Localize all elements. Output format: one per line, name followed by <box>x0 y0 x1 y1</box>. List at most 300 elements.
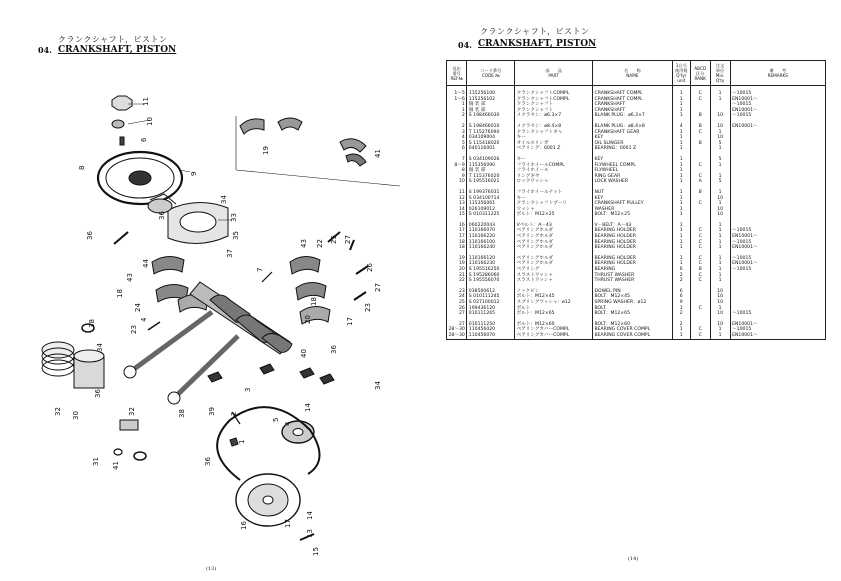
cell-rank: C <box>690 228 710 234</box>
cell-part: ベアリング：6001 Z <box>515 146 593 152</box>
callout: 18 <box>116 289 124 298</box>
cell-code: S 198466010 <box>467 124 515 130</box>
cell-name: BEARING COVER COMPL <box>592 333 672 339</box>
cell-ref: 23 <box>447 289 467 295</box>
callout: 1 <box>238 439 246 444</box>
right-title-jp: クランクシャフト，ピストン <box>480 27 590 36</box>
cell-name: CRANKSHAFT GEAR <box>592 130 672 136</box>
cell-code: 110166070 <box>467 228 515 234</box>
cell-part: クランクシャフトプーリ <box>515 201 593 207</box>
cell-name: BLANK PLUG：ø8.4×8 <box>592 124 672 130</box>
cell-rank: B <box>690 113 710 119</box>
cell-qty: 4 <box>672 124 690 130</box>
cell-code: 個 装 部 <box>467 102 515 108</box>
cell-rank: C <box>690 333 710 339</box>
cell-part: ボルト：M12×65 <box>515 311 593 317</box>
cell-part: スプリングワッシャ：ø12 <box>515 300 593 306</box>
cell-part: ベアリングホルダ <box>515 240 593 246</box>
cell-rem: EN10001～ <box>730 108 825 114</box>
cell-rem: EN10001～ <box>730 322 825 328</box>
cell-qty: 1 <box>672 174 690 180</box>
cell-name: BEARING HOLDER <box>592 228 672 234</box>
callout: 41 <box>112 461 120 470</box>
callout: 34 <box>96 343 104 352</box>
callout: 14 <box>306 511 314 520</box>
cell-ref: 25 <box>447 300 467 306</box>
cell-ref: 1 <box>447 102 467 108</box>
cell-qty: 6 <box>672 267 690 273</box>
cell-name: NUT <box>592 190 672 196</box>
callout: 25 <box>330 235 338 244</box>
cell-qty: 1 <box>672 190 690 196</box>
cell-part: ロックワッシャ <box>515 179 593 185</box>
cell-name: FLYWHEEL COMPL <box>592 163 672 169</box>
cell-part: クランクシャフト <box>515 102 593 108</box>
cell-code: 199436120 <box>467 306 515 312</box>
cell-ref: 1～6 <box>447 97 467 103</box>
cell-qty: 1 <box>672 234 690 240</box>
callout: 34 <box>220 195 228 204</box>
cell-rank: C <box>690 261 710 267</box>
cell-part: ベアリングホルダ <box>515 245 593 251</box>
cell-part: クランクシャフトCOMPL <box>515 97 593 103</box>
exploded-parts-diagram <box>0 0 420 581</box>
cell-ref: 19 <box>447 256 467 262</box>
cell-code: 115356090 <box>467 163 515 169</box>
cell-name: CRANKSHAFT COMPL <box>592 97 672 103</box>
header-remarks-label: 備 考 REMARKS <box>767 68 788 78</box>
callout: 22 <box>316 239 324 248</box>
callout: 32 <box>54 407 62 416</box>
callout: 20 <box>304 315 312 324</box>
cell-name: FLYWHEEL <box>592 168 672 174</box>
cell-name: KEY <box>592 135 672 141</box>
cell-part: キー <box>515 196 593 202</box>
cell-name: CRANKSHAFT COMPL <box>592 91 672 97</box>
cell-min: 1 <box>710 261 730 267</box>
cell-name: BEARING：6001 Z <box>592 146 672 152</box>
cell-rank: C <box>690 278 710 284</box>
cell-ref: 8 <box>447 168 467 174</box>
cell-code: 110166100 <box>467 240 515 246</box>
header-part-label: 部 品 PART <box>545 68 562 78</box>
cell-name: WASHER <box>592 207 672 213</box>
cell-min: 1 <box>710 228 730 234</box>
callout: 30 <box>72 411 80 420</box>
cell-qty: 1 <box>672 91 690 97</box>
cell-name: KEY <box>592 157 672 163</box>
cell-name: BOLT：M12×65 <box>592 311 672 317</box>
cell-min: 1 <box>710 273 730 279</box>
header-rank <box>690 61 710 86</box>
cell-name: BEARING HOLDER <box>592 234 672 240</box>
cell-rank: B <box>690 124 710 130</box>
cell-name: CRANKSHAFT <box>592 108 672 114</box>
cell-ref: 11 <box>447 190 467 196</box>
cell-rank: C <box>690 163 710 169</box>
cell-code: S 034109026 <box>467 157 515 163</box>
callout: 38 <box>178 409 186 418</box>
cell-rem: EN10001～ <box>730 261 825 267</box>
cell-rem: ～10015 <box>730 113 825 119</box>
cell-min: 1 <box>710 333 730 339</box>
cell-part: ノックピン <box>515 289 593 295</box>
cell-part: ボルト：M12×25 <box>515 212 593 218</box>
cell-ref: 20 <box>447 267 467 273</box>
callout: 18 <box>310 297 318 306</box>
cell-min: 10 <box>710 207 730 213</box>
cell-rank: B <box>690 190 710 196</box>
cell-code: 個 装 部 <box>467 108 515 114</box>
header-name <box>592 61 672 86</box>
cell-qty: 1 <box>672 102 690 108</box>
cell-qty: 1 <box>672 157 690 163</box>
cell-part: クランクシャフトCOMPL <box>515 91 593 97</box>
cell-name: BEARING COVER COMPL <box>592 327 672 333</box>
cell-ref: 28～30 <box>448 332 465 338</box>
cell-qty: 1 <box>672 306 690 312</box>
header-ref <box>447 61 467 86</box>
cell-qty: 1 <box>672 333 690 339</box>
cell-min: 1 <box>710 91 730 97</box>
callout: 41 <box>374 149 382 158</box>
callout: 36 <box>94 389 102 398</box>
cell-rem: EN10001～ <box>730 245 825 251</box>
callout: 15 <box>312 547 320 556</box>
cell-code: S 195556070 <box>467 278 515 284</box>
cell-qty: 1 <box>672 146 690 152</box>
cell-part: ボルト：M12×45 <box>515 294 593 300</box>
cell-min: 1 <box>710 267 730 273</box>
cell-ref: 22 <box>447 278 467 284</box>
cell-qty: 1 <box>672 207 690 213</box>
cell-min: 1 <box>710 327 730 333</box>
cell-ref: 17 <box>447 234 467 240</box>
cell-code: S 195516250 <box>467 267 515 273</box>
cell-ref: 2 <box>447 113 467 119</box>
callout: 3 <box>244 387 252 392</box>
cell-qty: 2 <box>672 311 690 317</box>
cell-name: V－BELT：A－43 <box>592 223 672 229</box>
cell-ref: 18 <box>447 240 467 246</box>
callout: 19 <box>262 146 270 155</box>
cell-rank: C <box>690 174 710 180</box>
header-code-label: コード番号 CODE № <box>480 68 502 78</box>
left-title-en: CRANKSHAFT, PISTON <box>58 45 177 55</box>
callout: 23 <box>130 325 138 334</box>
cell-part: クランクシャフトギャ <box>515 130 593 136</box>
cell-name: BOLT：M12×45 <box>592 294 672 300</box>
cell-code: 個 装 部 <box>467 168 515 174</box>
cell-min: 10 <box>710 300 730 306</box>
cell-name: BOLT：M12×25 <box>592 212 672 218</box>
cell-ref: 6 <box>447 146 467 152</box>
cell-min: 1 <box>710 163 730 169</box>
lock-washer <box>112 120 124 128</box>
cell-code: S 195516021 <box>467 179 515 185</box>
cell-min: 10 <box>710 135 730 141</box>
callout: 9 <box>190 171 198 176</box>
cell-min: 1 <box>710 146 730 152</box>
cell-code: 110166220 <box>467 234 515 240</box>
callout: 4 <box>140 317 148 322</box>
cell-rank: C <box>690 97 710 103</box>
cell-code: 060220043 <box>467 223 515 229</box>
cell-qty: 1 <box>672 135 690 141</box>
cell-name: CRANKSHAFT PULLEY <box>592 201 672 207</box>
cell-code: S 010111245 <box>467 294 515 300</box>
callout: 7 <box>256 267 264 272</box>
cell-code: 110166230 <box>467 261 515 267</box>
cell-min: 10 <box>710 322 730 328</box>
cell-rem: ～10015 <box>730 267 825 273</box>
cell-min: 10 <box>710 212 730 218</box>
cell-rank: C <box>690 306 710 312</box>
cell-code: 010111265 <box>467 311 515 317</box>
cell-part: ベアリングカバーCOMPL <box>515 327 593 333</box>
cell-part: Vベルト：A－43 <box>515 223 593 229</box>
header-min <box>710 61 730 86</box>
cell-code: 115256102 <box>467 97 515 103</box>
cell-qty: 9 <box>672 300 690 306</box>
callout: 26 <box>366 263 374 272</box>
header-rank-label: ABCD 区分 RANK <box>694 65 707 81</box>
cell-code: S 115418020 <box>467 141 515 147</box>
cell-ref: 5 <box>447 141 467 147</box>
callout: 23 <box>364 303 372 312</box>
cell-rank: C <box>690 234 710 240</box>
cell-ref: 14 <box>447 207 467 213</box>
cell-qty: 1 <box>672 113 690 119</box>
cell-part: ボルト <box>515 306 593 312</box>
cell-min: 10 <box>710 196 730 202</box>
cell-min: 1 <box>710 278 730 284</box>
cell-ref: 2 <box>447 124 467 130</box>
cell-name: BOLT：M12×60 <box>592 322 672 328</box>
header-qty-label: 1台当 使用数 Q'ty/ unit <box>674 63 688 83</box>
cell-rem: EN10001～ <box>730 124 825 130</box>
cell-rank: C <box>690 256 710 262</box>
cell-rem: ～10015 <box>730 311 825 317</box>
cell-part: ボルト：M12×60 <box>515 322 593 328</box>
cell-code: S 199376031 <box>467 190 515 196</box>
callout: 14 <box>304 403 312 412</box>
cell-name: THRUST WASHER <box>592 273 672 279</box>
cell-part: ベアリングホルダ <box>515 256 593 262</box>
left-section-number: 04. <box>38 45 52 55</box>
cell-qty: 1 <box>672 240 690 246</box>
cell-code: 115356061 <box>467 201 515 207</box>
cell-rank: C <box>690 130 710 136</box>
cell-min: 10 <box>710 289 730 295</box>
cell-code: S 010311225 <box>467 212 515 218</box>
cell-part: キー <box>515 157 593 163</box>
cell-qty: 1 <box>672 256 690 262</box>
cell-qty: 6 <box>672 289 690 295</box>
cell-ref: 9 <box>447 174 467 180</box>
parts-list-table <box>446 60 826 340</box>
callout: 43 <box>126 273 134 282</box>
cell-rank: C <box>690 245 710 251</box>
cell-ref: 19 <box>447 261 467 267</box>
cell-rank: C <box>690 91 710 97</box>
callout: 4 <box>284 421 292 426</box>
cell-min: 1 <box>710 201 730 207</box>
callout: 27 <box>344 235 352 244</box>
cell-rank: C <box>690 327 710 333</box>
left-page-number: (13) <box>206 566 217 572</box>
cell-part: キー <box>515 135 593 141</box>
callout: 34 <box>374 381 382 390</box>
cell-qty: 1 <box>672 261 690 267</box>
cell-part: ベアリングカバーCOMPL <box>515 333 593 339</box>
header-qty <box>672 61 690 86</box>
cell-name: BEARING HOLDER <box>592 240 672 246</box>
cell-name: KEY <box>592 196 672 202</box>
callout: 38 <box>88 319 96 328</box>
cell-part: メクラセン：ø8.4×8 <box>515 124 593 130</box>
cell-part: フライホイール <box>515 168 593 174</box>
cell-rem: ～10015 <box>730 256 825 262</box>
cell-min: 10 <box>710 294 730 300</box>
cell-rem: EN10001～ <box>730 97 825 103</box>
cell-min: 1 <box>710 234 730 240</box>
cell-min: 10 <box>710 311 730 317</box>
cell-min: 1 <box>710 223 730 229</box>
callout: 16 <box>240 521 248 530</box>
callout: 39 <box>208 407 216 416</box>
cell-code: 034109004 <box>467 135 515 141</box>
cell-rank: C <box>690 240 710 246</box>
cell-rank: B <box>690 267 710 273</box>
cell-min: 1 <box>710 174 730 180</box>
callout: 10 <box>146 117 154 126</box>
callout: 31 <box>92 457 100 466</box>
cell-name: BEARING <box>592 267 672 273</box>
callout: 36 <box>330 345 338 354</box>
callout: 13 <box>306 529 314 538</box>
cell-part: クランクシャフト <box>515 108 593 114</box>
header-code <box>467 61 515 86</box>
callout: 36 <box>158 211 166 220</box>
cell-rem: ～10015 <box>730 240 825 246</box>
cell-name: CRANKSHAFT <box>592 102 672 108</box>
cell-ref: 7 <box>447 157 467 163</box>
cell-qty: 2 <box>672 322 690 328</box>
cell-code: 026109012 <box>467 207 515 213</box>
cell-name: BEARING HOLDER <box>592 256 672 262</box>
cell-rem: ～10015 <box>730 327 825 333</box>
cell-part: ベアリングホルダ <box>515 261 593 267</box>
cell-part: オイルスリンガ <box>515 141 593 147</box>
cell-min: 1 <box>710 97 730 103</box>
callout: 17 <box>346 317 354 326</box>
callout: 6 <box>140 137 148 142</box>
header-name-label: 名 称 NAME <box>624 68 641 78</box>
cell-code: S 034100714 <box>467 196 515 202</box>
cell-name: LOCK WASHER <box>592 179 672 185</box>
cell-part: ベアリングホルダ <box>515 228 593 234</box>
cell-ref: 8～9 <box>447 163 467 169</box>
cell-rem: EN10001～ <box>730 234 825 240</box>
cell-code: T 115276090 <box>467 130 515 136</box>
cell-min: 1 <box>710 306 730 312</box>
cell-name: BEARING HOLDER <box>592 261 672 267</box>
cell-min: 5 <box>710 179 730 185</box>
table-row <box>447 333 826 339</box>
cell-min: 10 <box>710 124 730 130</box>
cell-part: メクラセン：ø6.3×7 <box>515 113 593 119</box>
cell-name: THRUST WASHER <box>592 278 672 284</box>
callout: 2 <box>230 411 238 416</box>
cell-qty: 1 <box>672 245 690 251</box>
cell-min: 1 <box>710 245 730 251</box>
cell-ref: 3 <box>447 130 467 136</box>
cell-name: OIL SLINGER <box>592 141 672 147</box>
callout: 44 <box>142 259 150 268</box>
parts-table-body <box>447 86 826 340</box>
cell-ref: 24 <box>447 294 467 300</box>
cell-rem: EN10001～ <box>730 333 825 339</box>
callout: 36 <box>204 457 212 466</box>
header-part <box>515 61 593 86</box>
cell-code: S 195286060 <box>467 273 515 279</box>
cell-ref: 10 <box>447 179 467 185</box>
cell-ref: 17 <box>447 228 467 234</box>
cell-code: S 198466030 <box>467 113 515 119</box>
cell-part: フライホイールCOMPL <box>515 163 593 169</box>
callout: 8 <box>78 165 86 170</box>
callout: 43 <box>300 239 308 248</box>
cell-qty: 2 <box>672 278 690 284</box>
cell-code: 038500612 <box>467 289 515 295</box>
cell-part: スラストワッシャ <box>515 278 593 284</box>
callout: 40 <box>300 349 308 358</box>
cell-ref: 4 <box>447 135 467 141</box>
cell-rank: A <box>690 179 710 185</box>
cell-ref: 27 <box>447 311 467 317</box>
cell-qty: 1 <box>672 223 690 229</box>
header-min-label: 注文 単位 Min. Q'ty <box>715 63 725 83</box>
cell-part: スラストワッシャ <box>515 273 593 279</box>
left-page <box>0 0 420 581</box>
cell-ref: 1 <box>447 108 467 114</box>
cell-code: 115256100 <box>467 91 515 97</box>
cell-code: T 115376020 <box>467 174 515 180</box>
cell-min: 5 <box>710 157 730 163</box>
cell-code: 110456070 <box>467 333 515 339</box>
cell-code: 110456020 <box>467 327 515 333</box>
callout: 37 <box>226 249 234 258</box>
cell-name: BEARING HOLDER <box>592 245 672 251</box>
callout: 36 <box>86 231 94 240</box>
cell-part: リングギヤ <box>515 174 593 180</box>
cell-part: ワッシャ <box>515 207 593 213</box>
cell-qty: 2 <box>672 273 690 279</box>
cell-ref: 18 <box>447 245 467 251</box>
cell-code: 040116001 <box>467 146 515 152</box>
cell-rem: ～10015 <box>730 228 825 234</box>
cell-ref: 1～5 <box>447 91 467 97</box>
cell-rank: C <box>690 273 710 279</box>
cell-qty: 1 <box>672 327 690 333</box>
cell-min: 1 <box>710 130 730 136</box>
cell-min: 10 <box>710 113 730 119</box>
header-ref-label: 見出 番号 REF№ <box>450 65 463 81</box>
cell-code: S 027100012 <box>467 300 515 306</box>
cell-min: 1 <box>710 240 730 246</box>
cell-name: DOWEL PIN <box>592 289 672 295</box>
